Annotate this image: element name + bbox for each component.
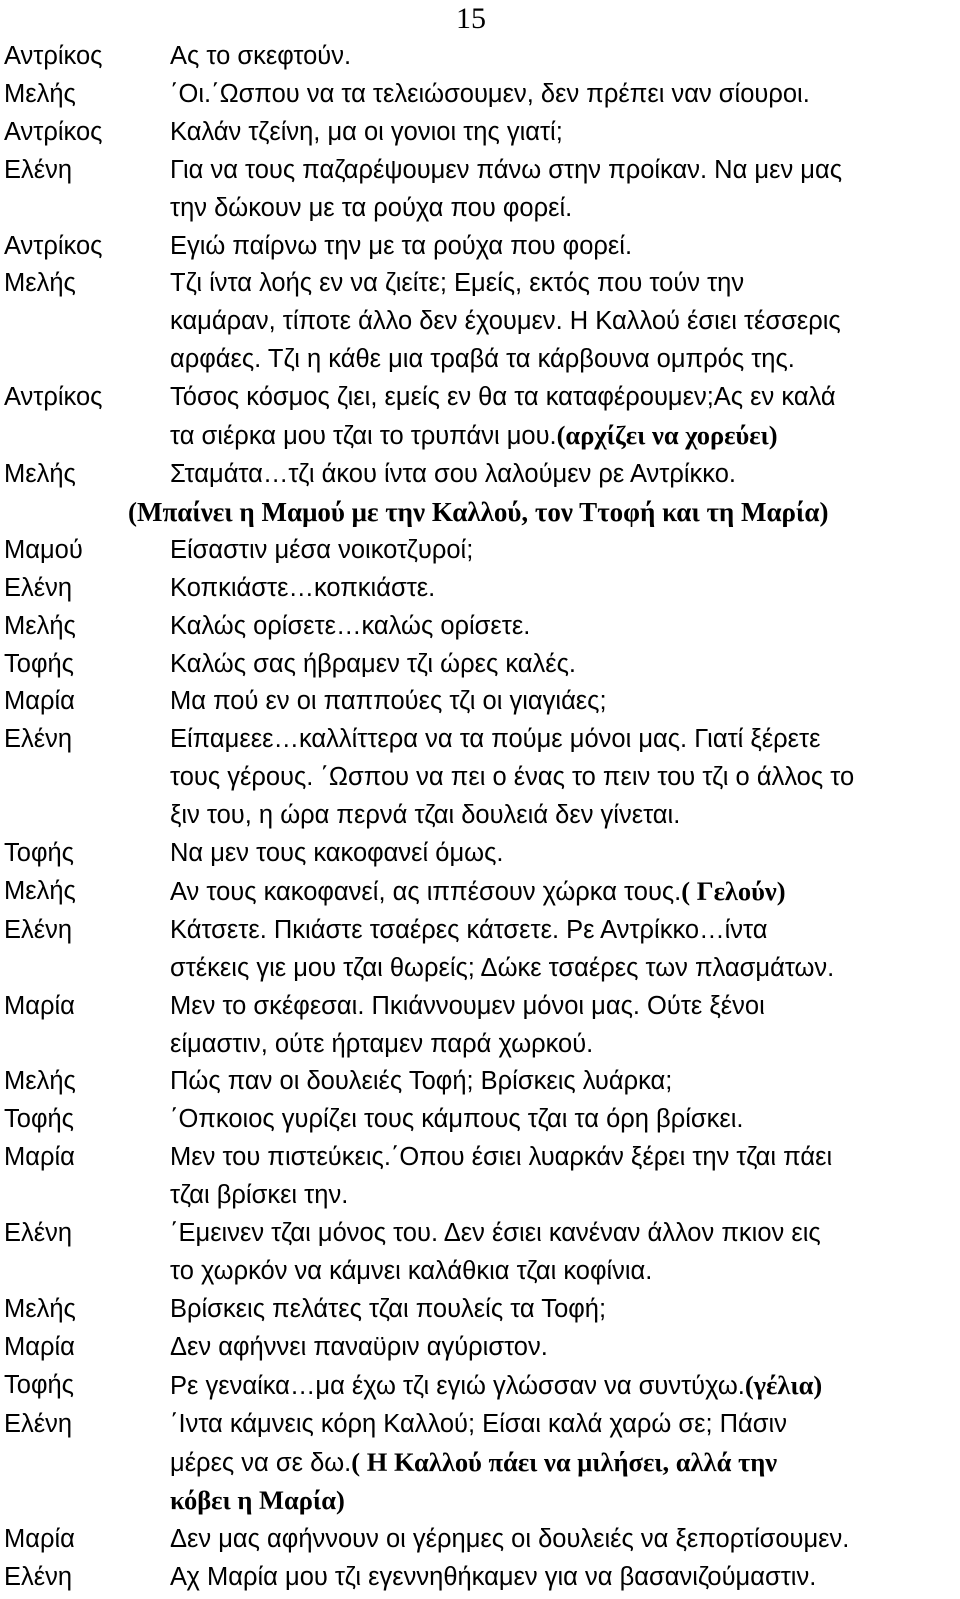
text-line xyxy=(170,646,954,684)
dialogue-entry xyxy=(4,912,954,988)
dialogue-entry xyxy=(4,38,954,76)
spoken-text xyxy=(170,228,954,266)
spoken-text xyxy=(170,988,954,1064)
spoken-text xyxy=(170,114,954,152)
spoken-text xyxy=(170,608,954,646)
text-line xyxy=(170,1559,954,1597)
line-segment: Αν τους κακοφανεί, ας ιππέσουν χώρκα τους. xyxy=(170,877,682,906)
line-segment: τους γέρους. ΄Ωσπου να πει ο ένας το πειν του τζι ο άλλος το xyxy=(170,763,855,792)
page-number: 15 xyxy=(456,2,486,35)
spoken-text xyxy=(170,456,954,494)
line-segment: ΄Οπκοιος γυρίζει τους κάμπους τζαι τα όρη βρίσκει. xyxy=(170,1105,744,1134)
line-segment: Να μεν τους κακοφανεί όμως. xyxy=(170,839,504,868)
line-segment: Καλάν τζείνη, μα οι γονιοι της γιατί; xyxy=(170,117,563,146)
line-segment: τα σιέρκα μου τζαι το τρυπάνι μου. xyxy=(170,422,557,451)
spoken-text xyxy=(170,1101,954,1139)
text-line xyxy=(170,114,954,152)
spoken-text xyxy=(170,646,954,684)
text-line xyxy=(170,1026,954,1064)
speaker-name: Ελένη xyxy=(4,725,73,754)
line-segment: Εγιώ παίρνω την με τα ρούχα που φορεί. xyxy=(170,231,633,260)
speaker-name: Μελής xyxy=(4,1294,76,1323)
speaker-name: Μαρία xyxy=(4,687,75,716)
dialogue-entry xyxy=(4,76,954,114)
line-segment: Μεν του πιστεύκεις.΄Οπου έσιει λυαρκάν ξέρει την τζαι πάει xyxy=(170,1143,833,1172)
speaker-name: Τοφής xyxy=(4,649,74,678)
dialogue-entry xyxy=(4,1521,954,1559)
line-segment: είμαστιν, ούτε ήρταμεν παρά χωρκού. xyxy=(170,1029,594,1058)
spoken-text xyxy=(170,379,954,456)
dialogue-entry xyxy=(4,532,954,570)
line-segment: Κοπκιάστε…κοπκιάστε. xyxy=(170,573,436,602)
text-line xyxy=(170,1444,954,1483)
text-line xyxy=(170,721,954,759)
dialogue-entry xyxy=(4,1215,954,1291)
text-line xyxy=(170,873,954,912)
spoken-text xyxy=(170,1139,954,1215)
speaker-name: Μελής xyxy=(4,876,76,905)
text-line xyxy=(170,417,954,456)
line-segment: Καλώς σας ήβραμεν τζι ώρες καλές. xyxy=(170,649,577,678)
spoken-text xyxy=(170,38,954,76)
speaker-name: Μελής xyxy=(4,1067,76,1096)
text-line xyxy=(170,797,954,835)
dialogue-entry xyxy=(4,1063,954,1101)
spoken-text xyxy=(170,1215,954,1291)
line-segment: Πώς παν οι δουλειές Τοφή; Βρίσκεις λυάρκα; xyxy=(170,1067,673,1096)
line-segment: ΄Εμεινεν τζαι μόνος του. Δεν έσιει κανέναν άλλον πκιον εις xyxy=(170,1219,821,1248)
stage-direction-inline: κόβει η Μαρία) xyxy=(170,1485,345,1516)
dialogue-entry xyxy=(4,873,954,912)
line-segment: αρφάες. Τζι η κάθε μια τραβά τα κάρβουνα ομπρός της. xyxy=(170,345,795,374)
spoken-text xyxy=(170,835,954,873)
line-segment: Είσαστιν μέσα νοικοτζυροί; xyxy=(170,535,474,564)
line-segment: ΄Οι.΄Ωσπου να τα τελειώσουμεν, δεν πρέπει ναν σίουροι. xyxy=(170,79,810,108)
speaker-name: Μαρία xyxy=(4,1332,75,1361)
dialogue-entry xyxy=(4,988,954,1064)
dialogue-entry xyxy=(4,1139,954,1215)
spoken-text xyxy=(170,1521,954,1559)
speaker-name: Ελένη xyxy=(4,915,73,944)
spoken-text xyxy=(170,1406,954,1522)
line-segment: Σταμάτα…τζι άκου ίντα σου λαλούμεν ρε Αντρίκκο. xyxy=(170,459,736,488)
line-segment: Αχ Μαρία μου τζι εγεννηθήκαμεν για να βασανιζούμαστιν. xyxy=(170,1563,817,1592)
dialogue-entry xyxy=(4,265,954,379)
line-segment: καμάραν, τίποτε άλλο δεν έχουμεν. Η Καλλού έσιει τέσσερις xyxy=(170,307,841,336)
spoken-text xyxy=(170,912,954,988)
text-line xyxy=(170,1406,954,1444)
line-segment: την δώκουν με τα ρούχα που φορεί. xyxy=(170,193,573,222)
dialogue-entry xyxy=(4,1329,954,1367)
dialogue-entry xyxy=(4,1406,954,1522)
speaker-name: Τοφής xyxy=(4,1105,74,1134)
text-line xyxy=(170,38,954,76)
line-segment: Δεν μας αφήννουν οι γέρημες οι δουλειές να ξεπορτίσουμεν. xyxy=(170,1525,850,1554)
text-line xyxy=(170,950,954,988)
dialogue-entry xyxy=(4,835,954,873)
text-line xyxy=(170,190,954,228)
text-line xyxy=(170,379,954,417)
text-line xyxy=(170,456,954,494)
text-line xyxy=(170,1063,954,1101)
speaker-name: Αντρίκος xyxy=(4,231,103,260)
speaker-name: Μαμού xyxy=(4,535,83,564)
text-line xyxy=(170,1329,954,1367)
stage-direction-text: (Μπαίνει η Μαμού με την Καλλού, τον Ττοφή και τη Μαρία) xyxy=(128,496,829,527)
line-segment: Μα πού εν οι παππούες τζι οι γιαγιάες; xyxy=(170,687,607,716)
speaker-name: Μαρία xyxy=(4,991,75,1020)
dialogue-entry xyxy=(4,1101,954,1139)
speaker-name: Αντρίκος xyxy=(4,383,103,412)
spoken-text xyxy=(170,570,954,608)
line-segment: ξιν του, η ώρα περνά τζαι δουλειά δεν γίνεται. xyxy=(170,801,681,830)
speaker-name: Μελής xyxy=(4,611,76,640)
text-line xyxy=(170,912,954,950)
line-segment: ΄Ιντα κάμνεις κόρη Καλλού; Είσαι καλά χαρώ σε; Πάσιν xyxy=(170,1409,787,1438)
text-line xyxy=(170,1367,954,1406)
line-segment: Ρε γεναίκα…μα έχω τζι εγιώ γλώσσαν να συντύχω. xyxy=(170,1371,745,1400)
text-line xyxy=(170,1139,954,1177)
dialogue-entry xyxy=(4,1367,954,1406)
line-segment: Ας το σκεφτούν. xyxy=(170,42,352,70)
line-segment: Βρίσκεις πελάτες τζαι πουλείς τα Τοφή; xyxy=(170,1294,607,1323)
speaker-name: Τοφής xyxy=(4,839,74,868)
line-segment: στέκεις γιε μου τζαι θωρείς; Δώκε τσαέρες των πλασμάτων. xyxy=(170,953,835,982)
spoken-text xyxy=(170,1063,954,1101)
spoken-text xyxy=(170,683,954,721)
text-line xyxy=(170,76,954,114)
text-line xyxy=(170,152,954,190)
text-line xyxy=(170,835,954,873)
dialogue-entry xyxy=(4,1291,954,1329)
text-line xyxy=(170,1291,954,1329)
speaker-name: Τοφής xyxy=(4,1370,74,1399)
speaker-name: Ελένη xyxy=(4,1563,73,1592)
dialogue-entry xyxy=(4,152,954,228)
text-line xyxy=(170,228,954,266)
line-segment: Τζι ίντα λοής εν να ζιείτε; Εμείς, εκτός που τούν την xyxy=(170,269,745,298)
text-line xyxy=(170,759,954,797)
text-line xyxy=(170,265,954,303)
spoken-text xyxy=(170,532,954,570)
line-segment: τζαι βρίσκει την. xyxy=(170,1181,349,1210)
text-line xyxy=(170,532,954,570)
spoken-text xyxy=(170,265,954,379)
dialogue-entry xyxy=(4,379,954,456)
text-line xyxy=(170,303,954,341)
speaker-name: Μελής xyxy=(4,269,76,298)
spoken-text xyxy=(170,1291,954,1329)
dialogue-entry xyxy=(4,570,954,608)
stage-direction-inline: (γέλια) xyxy=(744,1369,823,1400)
spoken-text xyxy=(170,721,954,835)
line-segment: Είπαμεεε…καλλίττερα να τα πούμε μόνοι μας. Γιατί ξέρετε xyxy=(170,725,821,754)
line-segment: μέρες να σε δω. xyxy=(170,1448,352,1477)
stage-direction-inline: (αρχίζει να χορεύει) xyxy=(556,420,778,451)
spoken-text xyxy=(170,76,954,114)
text-line xyxy=(170,608,954,646)
spoken-text xyxy=(170,1329,954,1367)
line-segment: Δεν αφήννει παναϋριν αγύριστον. xyxy=(170,1332,548,1361)
stage-direction xyxy=(4,494,954,532)
dialogue-entry xyxy=(4,646,954,684)
dialogue-entry xyxy=(4,114,954,152)
text-line xyxy=(170,1215,954,1253)
speaker-name: Αντρίκος xyxy=(4,42,103,70)
text-line xyxy=(170,988,954,1026)
speaker-name: Ελένη xyxy=(4,155,73,184)
dialogue-entry xyxy=(4,683,954,721)
line-segment: το χωρκόν να κάμνει καλάθκια τζαι κοφίνια. xyxy=(170,1257,653,1285)
text-line xyxy=(170,1482,954,1521)
dialogue-entry xyxy=(4,721,954,835)
text-line xyxy=(170,570,954,608)
line-segment: Τόσος κόσμος ζιει, εμείς εν θα τα καταφέρουμεν;Ας εν καλά xyxy=(170,383,836,412)
dialogue-entry xyxy=(4,1559,954,1597)
speaker-name: Ελένη xyxy=(4,573,73,602)
speaker-name: Ελένη xyxy=(4,1219,73,1248)
text-line xyxy=(170,341,954,379)
dialogue-entry xyxy=(4,228,954,266)
text-line xyxy=(170,1253,954,1291)
text-line xyxy=(170,1177,954,1215)
stage-direction-inline: ( Η Καλλού πάει να μιλήσει, αλλά την xyxy=(351,1446,778,1477)
spoken-text xyxy=(170,873,954,912)
text-line xyxy=(170,1521,954,1559)
stage-direction-inline: ( Γελούν) xyxy=(681,875,786,906)
text-line xyxy=(170,683,954,721)
speaker-name: Μαρία xyxy=(4,1525,75,1554)
line-segment: Κάτσετε. Πκιάστε τσαέρες κάτσετε. Ρε Αντρίκκο…ίντα xyxy=(170,915,768,944)
speaker-name: Ελένη xyxy=(4,1409,73,1438)
dialogue-entry xyxy=(4,456,954,494)
spoken-text xyxy=(170,1367,954,1406)
line-segment: Για να τους παζαρέψουμεν πάνω στην προίκαν. Να μεν μας xyxy=(170,155,843,184)
dialogue xyxy=(4,38,954,1597)
line-segment: Μεν το σκέφεσαι. Πκιάννουμεν μόνοι μας. Ούτε ξένοι xyxy=(170,991,765,1020)
text-line xyxy=(170,1101,954,1139)
speaker-name: Μελής xyxy=(4,459,76,488)
spoken-text xyxy=(170,1559,954,1597)
dialogue-entry xyxy=(4,608,954,646)
line-segment: Καλώς ορίσετε…καλώς ορίσετε. xyxy=(170,611,531,640)
speaker-name: Μαρία xyxy=(4,1143,75,1172)
speaker-name: Μελής xyxy=(4,79,76,108)
spoken-text xyxy=(170,152,954,228)
speaker-name: Αντρίκος xyxy=(4,117,103,146)
